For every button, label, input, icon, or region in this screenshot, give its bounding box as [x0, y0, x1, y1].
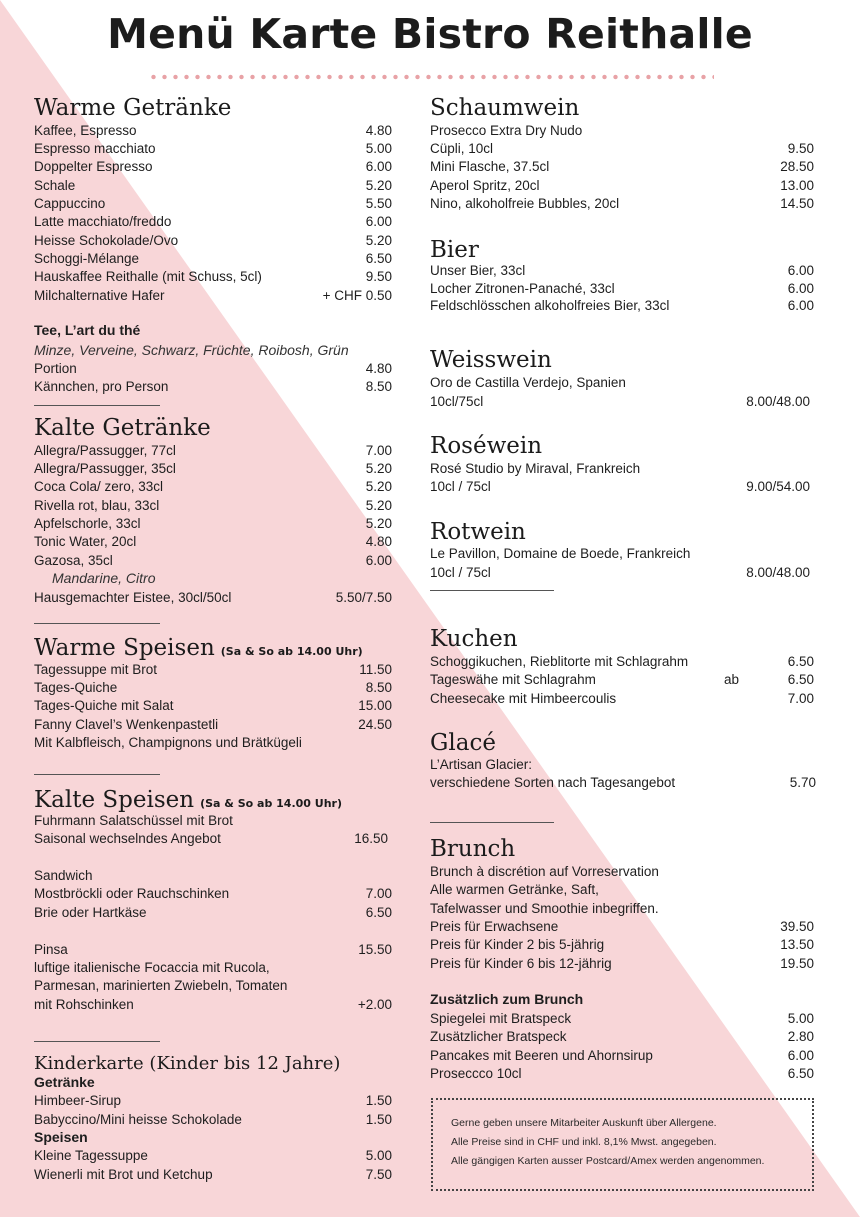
item-price: 16.50: [354, 831, 388, 846]
item-price: 1.50: [365, 1112, 392, 1127]
info-note: Alle Preise sind in CHF und inkl. 8,1% Mwst. angegeben.: [451, 1136, 717, 1148]
gazosa-sorts: Mandarine, Citro: [52, 570, 156, 586]
item-name: Coca Cola/ zero, 33cl: [34, 479, 164, 494]
item-name: Fanny Clavel’s Wenkenpastetli: [34, 717, 219, 732]
item-price: 7.00: [365, 886, 392, 901]
item-name: Feldschlösschen alkoholfreies Bier, 33cl: [430, 298, 670, 313]
heading-rotwein: Rotwein: [430, 519, 526, 545]
heading-schaumwein: Schaumwein: [430, 95, 580, 121]
item-desc: Parmesan, marinierten Zwiebeln, Tomaten: [34, 978, 288, 993]
item-price: 5.20: [365, 516, 392, 531]
item-price: 6.50: [787, 654, 814, 669]
section-divider: [34, 1041, 160, 1042]
kinder-speisen-label: Speisen: [34, 1129, 88, 1145]
item-name: verschiedene Sorten nach Tagesangebot: [430, 775, 676, 790]
item-name: Rivella rot, blau, 33cl: [34, 498, 160, 513]
brunch-desc: Brunch à discrétion auf Vorreservation: [430, 864, 659, 879]
item-size: 10cl/75cl: [430, 394, 484, 409]
item-name: Locher Zitronen-Panaché, 33cl: [430, 281, 615, 296]
item-price: 5.20: [365, 178, 392, 193]
item-name: Allegra/Passugger, 35cl: [34, 461, 176, 476]
item-name: Prosecco Extra Dry Nudo: [430, 123, 583, 138]
item-name: Saisonal wechselndes Angebot: [34, 831, 221, 846]
item-name: Sandwich: [34, 868, 93, 883]
item-price: 7.50: [365, 1167, 392, 1182]
item-price: 39.50: [780, 919, 814, 934]
heading-note: (Sa & So ab 14.00 Uhr): [200, 797, 342, 810]
tee-sorts: Minze, Verveine, Schwarz, Früchte, Roibosh, Grün: [34, 342, 349, 358]
item-desc: luftige italienische Focaccia mit Rucola,: [34, 960, 270, 975]
item-price: 6.00: [365, 553, 392, 568]
heading-brunch-extras: Zusätzlich zum Brunch: [430, 991, 584, 1007]
item-name: Cüpli, 10cl: [430, 141, 494, 156]
item-name: Apfelschorle, 33cl: [34, 516, 141, 531]
item-name: Tonic Water, 20cl: [34, 534, 137, 549]
item-name: Allegra/Passugger, 77cl: [34, 443, 176, 458]
item-price: 4.80: [365, 361, 392, 376]
item-name: Oro de Castilla Verdejo, Spanien: [430, 375, 626, 390]
item-name: Kännchen, pro Person: [34, 379, 169, 394]
item-name: Schoggi-Mélange: [34, 251, 140, 266]
item-price: 28.50: [780, 159, 814, 174]
item-price: 11.50: [359, 662, 392, 677]
item-price: 19.50: [780, 956, 814, 971]
item-name: Preis für Erwachsene: [430, 919, 559, 934]
section-divider: [430, 822, 554, 823]
section-divider: [34, 774, 160, 775]
heading-text: Kalte Speisen: [34, 787, 195, 813]
item-price: 6.50: [787, 1066, 814, 1081]
item-price: 4.80: [365, 123, 392, 138]
brunch-desc: Alle warmen Getränke, Saft,: [430, 882, 599, 897]
item-name: Unser Bier, 33cl: [430, 263, 526, 278]
item-name: Cappuccino: [34, 196, 106, 211]
item-name: Fuhrmann Salatschüssel mit Brot: [34, 813, 233, 828]
item-name: Schale: [34, 178, 76, 193]
item-price: 8.00/48.00: [746, 394, 810, 409]
item-name: Nino, alkoholfreie Bubbles, 20cl: [430, 196, 620, 211]
item-name: Aperol Spritz, 20cl: [430, 178, 540, 193]
item-price: 15.50: [358, 942, 392, 957]
heading-rosewein: Roséwein: [430, 433, 543, 459]
item-name: Espresso macchiato: [34, 141, 156, 156]
heading-tee: Tee, L’art du thé: [34, 322, 141, 338]
item-price: 6.00: [365, 214, 392, 229]
item-name: Doppelter Espresso: [34, 159, 153, 174]
item-size: 10cl / 75cl: [430, 479, 491, 494]
item-price: 5.00: [365, 1148, 392, 1163]
dotted-divider: [148, 74, 714, 80]
item-price: 13.00: [780, 178, 814, 193]
item-name: Kleine Tagessuppe: [34, 1148, 148, 1163]
item-price: 4.80: [365, 534, 392, 549]
item-name: Proseccco 10cl: [430, 1066, 522, 1081]
section-divider: [430, 590, 554, 591]
heading-warme-getraenke: Warme Getränke: [34, 95, 232, 121]
item-name: mit Rohschinken: [34, 997, 134, 1012]
item-price: 7.00: [787, 691, 814, 706]
item-name: Spiegelei mit Bratspeck: [430, 1011, 572, 1026]
item-name: Tages-Quiche mit Salat: [34, 698, 174, 713]
item-name: Milchalternative Hafer: [34, 288, 165, 303]
item-name: Portion: [34, 361, 77, 376]
item-price: 6.50: [365, 905, 392, 920]
item-price: 2.80: [787, 1029, 814, 1044]
item-desc: Mit Kalbfleisch, Champignons und Brätkügeli: [34, 735, 302, 750]
item-price: 8.50: [365, 680, 392, 695]
item-price: 9.50: [365, 269, 392, 284]
item-name: L’Artisan Glacier:: [430, 757, 533, 772]
item-name: Latte macchiato/freddo: [34, 214, 172, 229]
item-price: 15.00: [358, 698, 392, 713]
price-prefix: ab: [724, 672, 740, 687]
item-price: 9.00/54.00: [746, 479, 810, 494]
item-name: Hauskaffee Reithalle (mit Schuss, 5cl): [34, 269, 262, 284]
item-name: Heisse Schokolade/Ovo: [34, 233, 179, 248]
item-price: 5.20: [365, 479, 392, 494]
heading-brunch: Brunch: [430, 836, 516, 862]
item-price: 14.50: [780, 196, 814, 211]
heading-kalte-getraenke: Kalte Getränke: [34, 415, 211, 441]
item-price: 5.20: [365, 498, 392, 513]
item-size: 10cl / 75cl: [430, 565, 491, 580]
info-note: Gerne geben unsere Mitarbeiter Auskunft über Allergene.: [451, 1117, 717, 1129]
item-price: 7.00: [365, 443, 392, 458]
item-name: Schoggikuchen, Rieblitorte mit Schlagrahm: [430, 654, 689, 669]
section-divider: [34, 405, 160, 406]
item-name: Tagessuppe mit Brot: [34, 662, 158, 677]
item-price: 5.20: [365, 233, 392, 248]
item-price: 6.00: [787, 1048, 814, 1063]
item-name: Le Pavillon, Domaine de Boede, Frankreich: [430, 546, 691, 561]
heading-text: Warme Speisen: [34, 635, 215, 661]
item-price: +2.00: [357, 997, 392, 1012]
item-price: 13.50: [780, 937, 814, 952]
item-name: Himbeer-Sirup: [34, 1093, 122, 1108]
heading-kinderkarte: Kinderkarte (Kinder bis 12 Jahre): [34, 1053, 341, 1074]
item-price: 8.50: [365, 379, 392, 394]
item-name: Gazosa, 35cl: [34, 553, 113, 568]
item-name: Hausgemachter Eistee, 30cl/50cl: [34, 590, 232, 605]
item-name: Zusätzlicher Bratspeck: [430, 1029, 567, 1044]
item-price: 5.00: [365, 141, 392, 156]
heading-note: (Sa & So ab 14.00 Uhr): [220, 645, 363, 658]
info-note: Alle gängigen Karten ausser Postcard/Amex werden angenommen.: [451, 1155, 765, 1167]
item-name: Pinsa: [34, 942, 68, 957]
item-name: Rosé Studio by Miraval, Frankreich: [430, 461, 641, 476]
item-name: Pancakes mit Beeren und Ahornsirup: [430, 1048, 653, 1063]
item-name: Cheesecake mit Himbeercoulis: [430, 691, 617, 706]
item-price: 6.50: [365, 251, 392, 266]
heading-kuchen: Kuchen: [430, 626, 518, 652]
heading-glace: Glacé: [430, 730, 496, 756]
item-price: 6.00: [365, 159, 392, 174]
item-price: 6.00: [787, 298, 814, 313]
brunch-desc: Tafelwasser und Smoothie inbegriffen.: [430, 901, 659, 916]
item-name: Wienerli mit Brot und Ketchup: [34, 1167, 213, 1182]
item-price: 6.50: [787, 672, 814, 687]
item-price: + CHF 0.50: [322, 288, 392, 303]
item-price: 5.00: [787, 1011, 814, 1026]
heading-bier: Bier: [430, 237, 479, 263]
heading-weisswein: Weisswein: [430, 347, 552, 373]
item-price: 5.50/7.50: [335, 590, 392, 605]
item-price: 1.50: [365, 1093, 392, 1108]
item-price: 8.00/48.00: [746, 565, 810, 580]
item-name: Brie oder Hartkäse: [34, 905, 147, 920]
item-name: Mini Flasche, 37.5cl: [430, 159, 550, 174]
item-price: 9.50: [787, 141, 814, 156]
item-name: Tageswähe mit Schlagrahm: [430, 672, 596, 687]
item-name: Preis für Kinder 2 bis 5-jährig: [430, 937, 605, 952]
item-name: Preis für Kinder 6 bis 12-jährig: [430, 956, 612, 971]
item-price: 5.50: [365, 196, 392, 211]
item-price: 5.20: [365, 461, 392, 476]
item-price: 6.00: [787, 263, 814, 278]
item-name: Babyccino/Mini heisse Schokolade: [34, 1112, 242, 1127]
item-price: 24.50: [358, 717, 392, 732]
item-name: Kaffee, Espresso: [34, 123, 137, 138]
page-title: Menü Karte Bistro Reithalle: [107, 10, 753, 58]
item-price: 5.70: [789, 775, 816, 790]
section-divider: [34, 623, 160, 624]
item-price: 6.00: [787, 281, 814, 296]
kinder-getraenke-label: Getränke: [34, 1074, 95, 1090]
item-name: Tages-Quiche: [34, 680, 118, 695]
item-name: Mostbröckli oder Rauchschinken: [34, 886, 230, 901]
